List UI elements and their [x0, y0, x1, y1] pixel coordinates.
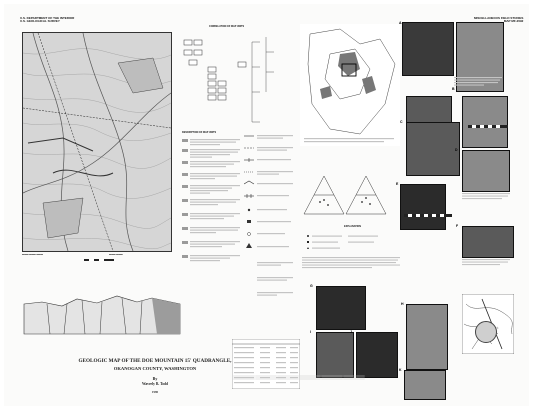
map-sheet — [4, 4, 529, 406]
symbols-explanation — [244, 132, 296, 332]
cross-section — [22, 284, 182, 336]
photo-label-b: B — [452, 87, 455, 91]
photo-f — [462, 150, 510, 192]
title-by: By — [152, 375, 158, 381]
photo-scale-2 — [468, 125, 510, 130]
scale-bar — [84, 258, 114, 264]
agency-line-2: U.S. GEOLOGICAL SURVEY — [20, 19, 60, 24]
photo-scale-1 — [404, 214, 454, 219]
handwritten-note: ✎ — [496, 326, 499, 330]
photo-label-f: F — [456, 224, 459, 228]
photo-k — [316, 332, 354, 378]
photo-a — [402, 22, 454, 76]
title-block — [60, 358, 250, 395]
photo-label-i: I — [310, 330, 311, 334]
topographic-contours — [23, 33, 171, 251]
map-credit-right: ▬▬▬ ▬▬▬ — [109, 254, 123, 256]
photo-i — [316, 286, 366, 330]
photo-label-h: H — [401, 302, 404, 306]
agency-header — [20, 17, 74, 24]
photo-label-a: A — [399, 21, 402, 25]
ternary-diagrams — [302, 172, 388, 218]
ternary-legend — [304, 232, 384, 252]
index-map — [300, 24, 400, 146]
series-line-1: MISCELLANEOUS FIELD STUDIES — [474, 16, 524, 20]
map-credit-left: ▬▬▬ ▬▬▬ ▬▬▬ — [22, 254, 43, 256]
library-stamp — [475, 321, 497, 343]
publication-year: 1990 — [152, 390, 158, 395]
photo-g — [400, 184, 446, 230]
caption-figure-2 — [454, 76, 504, 90]
photo-label-g: G — [310, 284, 313, 288]
photo-label-j: J — [350, 330, 352, 334]
photo-h — [462, 226, 514, 258]
photo-label-d: D — [455, 148, 458, 152]
author-name: Waverly R. Todd — [141, 381, 169, 386]
photo-j — [406, 304, 448, 370]
photo-label-c: C — [400, 120, 403, 124]
caption-figure-4 — [462, 258, 512, 270]
units-description-title: DESCRIPTION OF MAP UNITS — [182, 131, 217, 134]
caption-figure-5 — [302, 256, 402, 278]
correlation-title: CORRELATION OF MAP UNITS — [209, 25, 245, 28]
photo-label-e: E — [396, 182, 399, 186]
photo-d — [462, 96, 508, 148]
geologic-map — [22, 32, 172, 252]
units-description-text — [182, 137, 242, 287]
watermark: ▔▔▔▔▔▔ — [234, 376, 366, 406]
map-title: GEOLOGIC MAP OF THE DOE MOUNTAIN 15' QUADRANGLE, — [78, 358, 232, 364]
map-subtitle: OKANOGAN COUNTY, WASHINGTON — [113, 365, 197, 371]
series-line-2: MAP MF-2092 — [503, 19, 524, 24]
photo-m — [404, 370, 446, 400]
caption-figure-3 — [462, 192, 512, 204]
correlation-chart — [182, 32, 294, 127]
photo-l — [356, 332, 398, 378]
photo-label-k: K — [399, 368, 402, 372]
explanation-title: EXPLANATION — [344, 225, 361, 228]
photo-e — [406, 122, 460, 176]
agency-line-1: U.S. DEPARTMENT OF THE INTERIOR — [20, 16, 75, 20]
